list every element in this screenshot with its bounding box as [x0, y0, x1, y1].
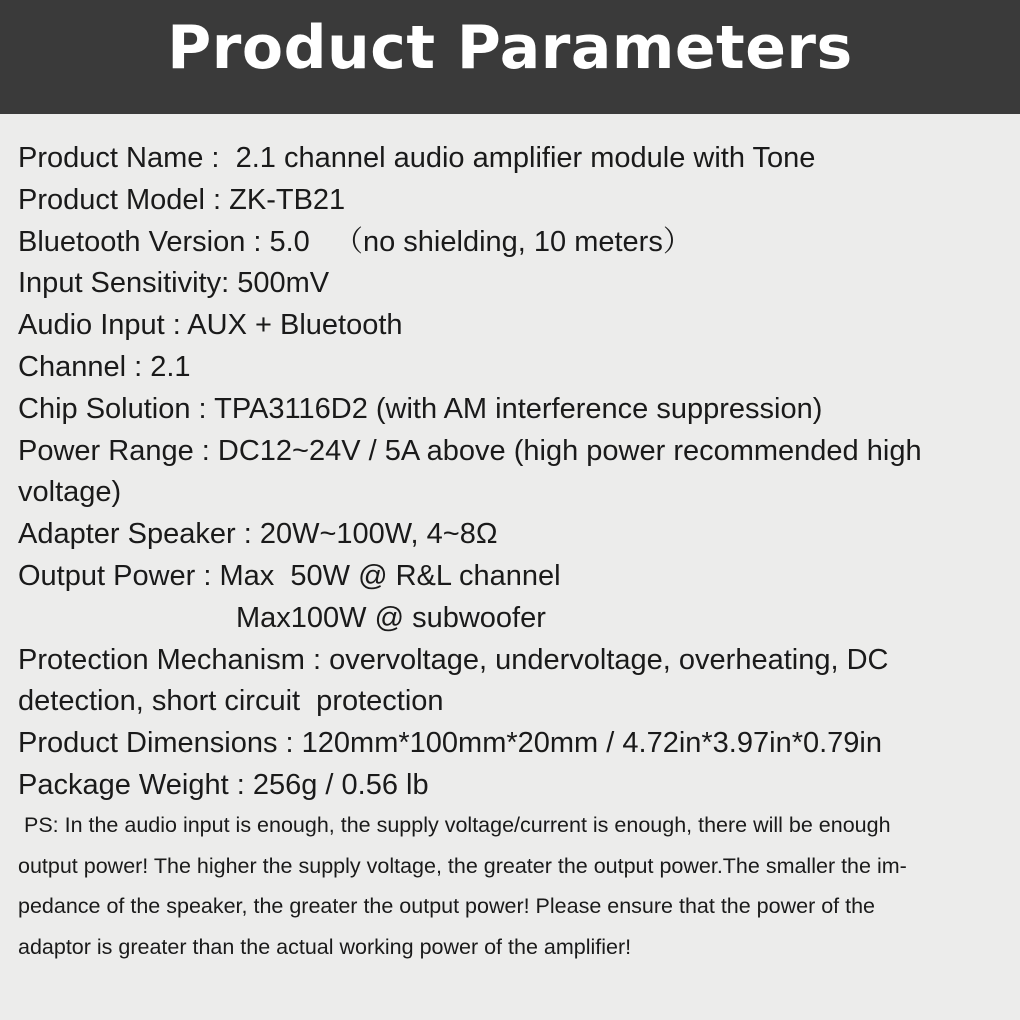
spec-list — [18, 138, 1008, 807]
spec-channel: Channel : 2.1 — [18, 350, 191, 383]
spec-power-range: Power Range : DC12~24V / 5A above (high power recommended high — [18, 434, 922, 467]
spec-package-weight: Package Weight : 256g / 0.56 lb — [18, 768, 429, 801]
ps-note — [18, 805, 1008, 967]
spec-power-range-continued: voltage) — [18, 476, 122, 509]
spec-protection-mechanism: Protection Mechanism : overvoltage, undervoltage, overheating, DC — [18, 643, 889, 676]
page-title: Product Parameters — [167, 13, 853, 83]
spec-output-power: Output Power : Max 50W @ R&L channel — [18, 559, 561, 592]
spec-audio-input: Audio Input : AUX + Bluetooth — [18, 309, 403, 342]
spec-protection-mechanism-continued: detection, short circuit protection — [18, 685, 444, 718]
note-line: pedance of the speaker, the greater the output power! Please ensure that the power of the — [18, 894, 875, 918]
spec-product-model: Product Model : ZK-TB21 — [18, 183, 346, 216]
header-banner — [0, 0, 1020, 114]
spec-input-sensitivity: Input Sensitivity: 500mV — [18, 267, 330, 300]
spec-product-dimensions: Product Dimensions : 120mm*100mm*20mm / 4.72in*3.97in*0.79in — [18, 727, 882, 760]
note-line: PS: In the audio input is enough, the supply voltage/current is enough, there will be enough — [18, 813, 891, 837]
spec-output-power-subwoofer: Max100W @ subwoofer — [236, 601, 546, 634]
note-line: output power! The higher the supply voltage, the greater the output power.The smaller the im- — [18, 853, 907, 878]
spec-product-name: Product Name : 2.1 channel audio amplifier module with Tone — [18, 142, 816, 174]
spec-adapter-speaker: Adapter Speaker : 20W~100W, 4~8Ω — [18, 518, 498, 551]
spec-bluetooth-version: Bluetooth Version : 5.0 （no shielding, 10 meters） — [18, 225, 692, 258]
note-line: adaptor is greater than the actual working power of the amplifier! — [18, 934, 632, 959]
spec-chip-solution: Chip Solution : TPA3116D2 (with AM interference suppression) — [18, 392, 823, 425]
